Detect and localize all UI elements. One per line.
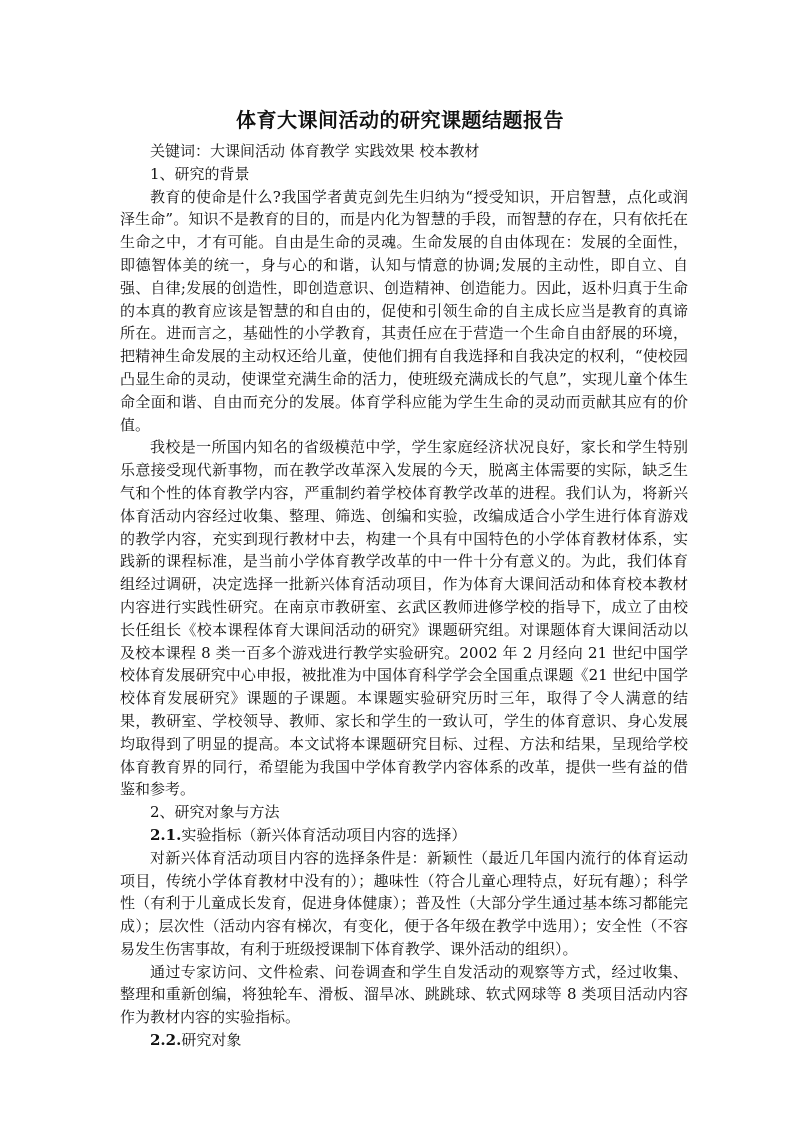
section-2-2-number: 2.2. (150, 1031, 182, 1050)
section-2-1-paragraph: 对新兴体育活动项目内容的选择条件是：新颖性（最近几年国内流行的体育运动项目，传统小学体育教材中没有的）；趣味性（符合儿童心理特点，好玩有趣）；科学性（有利于儿童成长发育，促进身体健康）；普及性（大部分学生通过基本练习都能完成）；层次性（活动内容有梯次，有变化，便于各年级在教学中选用）；安全性（不容易发生伤害事故，有利于班级授课制下体育教学、课外活动的组织）。 (120, 848, 688, 958)
section-2-2-title: 研究对象 (181, 1031, 242, 1050)
section-2-1-title: 实验指标（新兴体育活动项目内容的选择） (181, 825, 467, 844)
keywords-line (120, 140, 688, 163)
keywords-value: 大课间活动 体育教学 实践效果 校本教材 (210, 142, 480, 160)
section-1-heading: 1、研究的背景 (150, 164, 250, 183)
section-2-1-heading (120, 824, 688, 847)
section-1-paragraph: 我校是一所国内知名的省级模范中学，学生家庭经济状况良好，家长和学生特别乐意接受现代新事物，而在教学改革深入发展的今天，脱离主体需要的实际，缺乏生气和个性的体育教学内容，严重制约着学校体育教学改革的进程。我们认为，将新兴体育活动内容经过收集、整理、筛选、创编和实验，改编成适合小学生进行体育游戏的教学内容，充实到现行教材中去，构建一个具有中国特色的小学体育教材体系，实践新的课程标准，是当前小学体育教学改革的中一件十分有意义的。为此，我们体育组经过调研，决定选择一批新兴体育活动项目，作为体育大课间活动和体育校本教材内容进行实践性研究。在南京市教研室、玄武区教师进修学校的指导下，成立了由校长任组长《校本课程体育大课间活动的研究》课题研究组。对课题体育大课间活动以及校本课程 8 类一百多个游戏进行教学实验研究。2002 年 2 月经向 21 世纪中国学校体育发展研究中心申报，被批准为中国体育科学学会全国重点课题《21 世纪中国学校体育发展研究》课题的子课题。本课题实验研究历时三年，取得了令人满意的结果，教研室、学校领导、教师、家长和学生的一致认可，学生的体育意识、身心发展均取得到了明显的提高。本文试将本课题研究目标、过程、方法和结果，呈现给学校体育教育界的同行，希望能为我国中学体育教学内容体系的改革，提供一些有益的借鉴和参考。 (120, 438, 688, 799)
document-body (120, 140, 688, 1052)
section-2-2-heading (120, 1029, 688, 1052)
section-2-1-paragraph: 通过专家访问、文件检索、问卷调查和学生自发活动的观察等方式，经过收集、整理和重新创编，将独轮车、滑板、溜旱冰、跳跳球、软式网球等 8 类项目活动内容作为教材内容的实验指标。 (120, 962, 688, 1027)
document-title: 体育大课间活动的研究课题结题报告 (236, 108, 564, 132)
section-2-heading: 2、研究对象与方法 (150, 803, 280, 822)
section-1-paragraph: 教育的使命是什么?我国学者黄克剑先生归纳为“授受知识，开启智慧，点化或润泽生命”。知识不是教育的目的，而是内化为智慧的手段，而智慧的存在，只有依托在生命之中，才有可能。自由是生命的灵魂。生命发展的自由体现在：发展的全面性，即德智体美的统一，身与心的和谐，认知与情意的协调;发展的主动性，即自立、自强、自律;发展的创造性，即创造意识、创造精神、创造能力。因此，返朴归真于生命的本真的教育应该是智慧的和自由的，促使和引领生命的自主成长应当是教育的真谛所在。进而言之，基础性的小学教育，其责任应在于营造一个生命自由舒展的环境，把精神生命发展的主动权还给儿童，使他们拥有自我选择和自我决定的权利，“使校园凸显生命的灵动，使课堂充满生命的活力，使班级充满成长的气息”，实现儿童个体生命全面和谐、自由而充分的发展。体育学科应能为学生生命的灵动而贡献其应有的价值。 (120, 187, 688, 434)
keywords-label: 关键词： (150, 142, 211, 160)
section-2-1-number: 2.1. (150, 825, 182, 844)
